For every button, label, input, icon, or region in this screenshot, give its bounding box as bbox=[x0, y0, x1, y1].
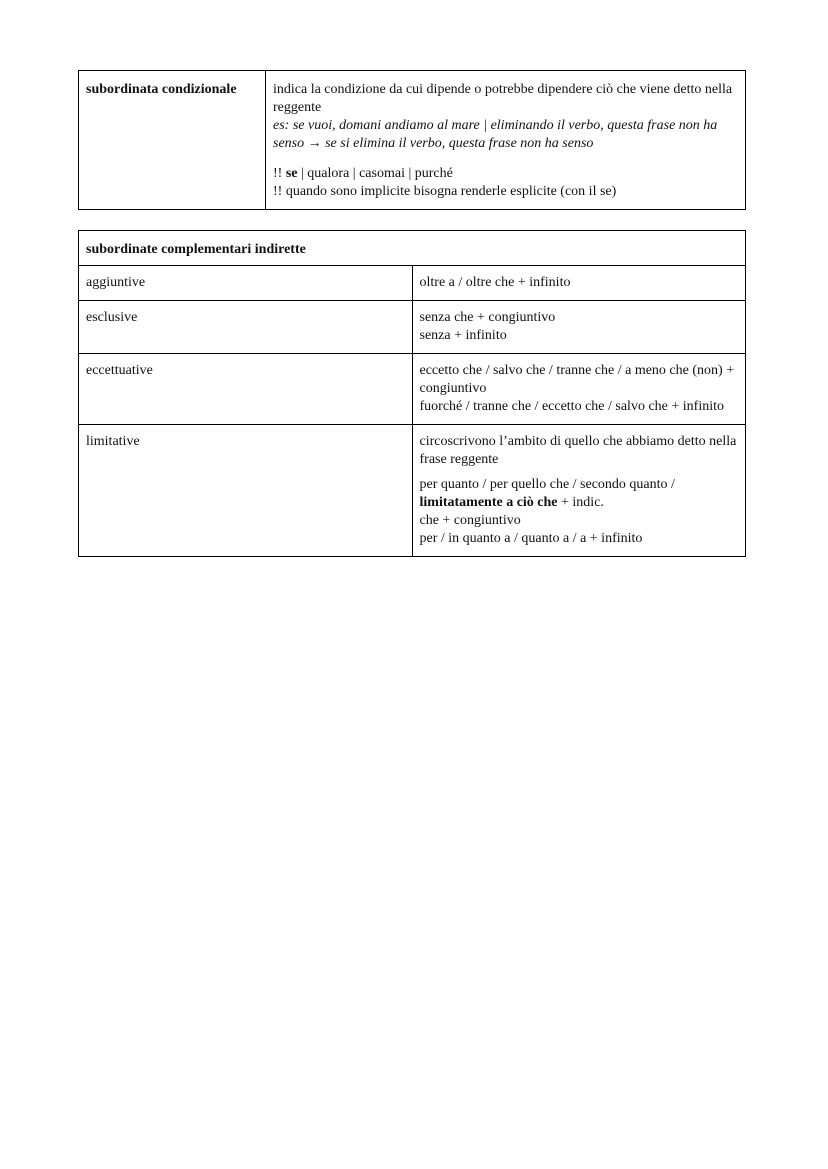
row-content-esclusive bbox=[412, 301, 746, 354]
content-line: che + congiuntivo bbox=[419, 513, 521, 528]
row-content-eccettuative bbox=[412, 354, 746, 425]
indirette-header: subordinate complementari indirette bbox=[79, 231, 746, 266]
content-line: eccetto che / salvo che / tranne che / a meno che (non) + congiuntivo bbox=[419, 363, 735, 396]
condizionale-table bbox=[78, 70, 746, 210]
content-line bbox=[420, 476, 739, 512]
content-line: senza che + congiuntivo bbox=[419, 310, 556, 325]
note-rest: | qualora | casomai | purché bbox=[297, 166, 453, 181]
document-page bbox=[78, 70, 746, 557]
content-line: per / in quanto a / quanto a / a + infinito bbox=[419, 531, 643, 546]
note-bold-se: se bbox=[285, 166, 298, 181]
table-row bbox=[79, 354, 746, 425]
row-label-esclusive: esclusive bbox=[79, 301, 413, 354]
note-prefix: !! bbox=[273, 166, 286, 181]
condizionale-label: subordinata condizionale bbox=[79, 71, 266, 210]
condizionale-note-conjunctions bbox=[273, 165, 738, 183]
row-label-eccettuative: eccettuative bbox=[79, 354, 413, 425]
table-row bbox=[79, 425, 746, 557]
row-label-limitative: limitative bbox=[79, 425, 413, 557]
line-bold: limitatamente a ciò che bbox=[419, 495, 558, 510]
table-row bbox=[79, 71, 746, 210]
content-line: oltre a / oltre che + infinito bbox=[419, 275, 571, 290]
row-content-limitative bbox=[412, 425, 746, 557]
condizionale-note-implicit: !! quando sono implicite bisogna renderle esplicite (con il se) bbox=[273, 184, 617, 199]
row-label-aggiuntive: aggiuntive bbox=[79, 266, 413, 301]
line-prefix: per quanto / per quello che / secondo quanto / bbox=[419, 477, 675, 492]
content-line: senza + infinito bbox=[419, 328, 507, 343]
condizionale-example: es: se vuoi, domani andiamo al mare | eliminando il verbo, questa frase non ha senso → se si elimina il verbo, questa frase non ha senso bbox=[273, 118, 718, 151]
table-row bbox=[79, 266, 746, 301]
condizionale-definition: indica la condizione da cui dipende o potrebbe dipendere ciò che viene detto nella reggente bbox=[273, 82, 733, 115]
table-header-row bbox=[79, 231, 746, 266]
row-content-aggiuntive bbox=[412, 266, 746, 301]
table-row bbox=[79, 301, 746, 354]
indirette-table bbox=[78, 230, 746, 557]
condizionale-content bbox=[266, 71, 746, 210]
content-line: fuorché / tranne che / eccetto che / salvo che + infinito bbox=[419, 399, 724, 414]
line-suffix: + indic. bbox=[557, 495, 604, 510]
content-line: circoscrivono l’ambito di quello che abbiamo detto nella frase reggente bbox=[419, 434, 737, 467]
